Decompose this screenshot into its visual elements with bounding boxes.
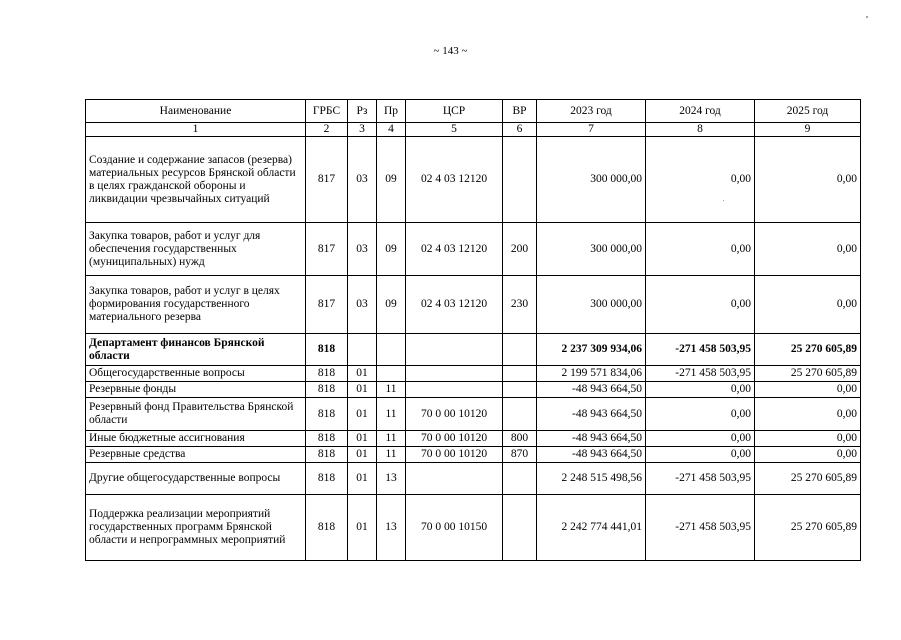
row-grbs: 818 [306,447,348,463]
row-grbs: 818 [306,398,348,431]
row-pr [377,366,406,382]
table-row [86,447,861,463]
column-number: 8 [646,123,755,137]
row-rz: 01 [348,495,377,561]
table-row [86,495,861,561]
row-name: Поддержка реализации мероприятий государственных программ Брянской области и непрограммных мероприятий [86,495,306,561]
table-row [86,223,861,276]
column-number: 1 [86,123,306,137]
row-csr: 70 0 00 10120 [406,447,503,463]
row-pr: 11 [377,447,406,463]
row-2024: 0,00 [646,398,755,431]
page-number: ~ 143 ~ [433,45,468,57]
row-csr: 70 0 00 10120 [406,398,503,431]
row-csr: 02 4 03 12120 [406,223,503,276]
row-grbs: 817 [306,276,348,334]
row-name: Резервный фонд Правительства Брянской области [86,398,306,431]
row-2025: 0,00 [755,137,861,223]
table-row [86,431,861,447]
table-row [86,398,861,431]
row-2023: -48 943 664,50 [537,447,646,463]
table-row [86,382,861,398]
row-2025: 25 270 605,89 [755,334,861,366]
row-rz: 01 [348,398,377,431]
row-2025: 25 270 605,89 [755,366,861,382]
row-2024: 0,00 [646,431,755,447]
row-pr: 13 [377,463,406,495]
row-2025: 25 270 605,89 [755,495,861,561]
row-2023: 2 199 571 834,06 [537,366,646,382]
row-2023: 2 242 774 441,01 [537,495,646,561]
row-2025: 0,00 [755,431,861,447]
column-number: 4 [377,123,406,137]
row-2023: 2 237 309 934,06 [537,334,646,366]
row-vr [503,398,537,431]
column-header-2024: 2024 год [646,100,755,123]
row-pr: 13 [377,495,406,561]
row-vr [503,334,537,366]
row-rz: 03 [348,137,377,223]
column-number: 6 [503,123,537,137]
row-pr: 09 [377,223,406,276]
row-2023: 300 000,00 [537,276,646,334]
row-grbs: 817 [306,223,348,276]
row-grbs: 818 [306,431,348,447]
column-header-pr: Пр [377,100,406,123]
row-name: Общегосударственные вопросы [86,366,306,382]
row-grbs: 818 [306,334,348,366]
row-rz: 03 [348,276,377,334]
row-2024: -271 458 503,95 [646,366,755,382]
row-name: Резервные фонды [86,382,306,398]
row-2024: -271 458 503,95 [646,463,755,495]
row-2025: 0,00 [755,276,861,334]
column-header-csr: ЦСР [406,100,503,123]
row-rz: 01 [348,366,377,382]
column-number: 2 [306,123,348,137]
row-rz: 03 [348,223,377,276]
row-name: Создание и содержание запасов (резерва) материальных ресурсов Брянской области в целях гражданской обороны и ликвидации чрезвычайных ситуаций [86,137,306,223]
row-name: Другие общегосударственные вопросы [86,463,306,495]
row-pr: 09 [377,137,406,223]
row-grbs: 818 [306,366,348,382]
table-row [86,137,861,223]
row-2023: 300 000,00 [537,137,646,223]
row-name: Иные бюджетные ассигнования [86,431,306,447]
row-rz [348,334,377,366]
row-vr: 200 [503,223,537,276]
column-number: 5 [406,123,503,137]
row-2023: 2 248 515 498,56 [537,463,646,495]
row-2025: 0,00 [755,382,861,398]
row-pr: 11 [377,431,406,447]
header-row [86,100,861,123]
row-2024: 0,00 [646,382,755,398]
table-row [86,366,861,382]
row-2025: 25 270 605,89 [755,463,861,495]
row-pr: 11 [377,398,406,431]
row-rz: 01 [348,431,377,447]
row-vr: 800 [503,431,537,447]
column-header-name: Наименование [86,100,306,123]
row-name: Департамент финансов Брянской области [86,334,306,366]
row-csr [406,382,503,398]
row-rz: 01 [348,463,377,495]
row-vr [503,366,537,382]
row-name: Закупка товаров, работ и услуг в целях формирования государственного материального резерва [86,276,306,334]
row-2024: 0,00 [646,447,755,463]
row-vr [503,495,537,561]
row-csr [406,463,503,495]
row-pr [377,334,406,366]
row-2025: 0,00 [755,447,861,463]
scan-speck [866,16,868,18]
row-grbs: 818 [306,495,348,561]
column-header-2025: 2025 год [755,100,861,123]
row-name: Закупка товаров, работ и услуг для обеспечения государственных (муниципальных) нужд [86,223,306,276]
column-header-vr: ВР [503,100,537,123]
row-2025: 0,00 [755,398,861,431]
row-rz: 01 [348,447,377,463]
column-number: 7 [537,123,646,137]
row-2024: -271 458 503,95 [646,495,755,561]
row-rz: 01 [348,382,377,398]
row-2023: -48 943 664,50 [537,382,646,398]
row-pr: 09 [377,276,406,334]
table-row [86,276,861,334]
row-2024: -271 458 503,95 [646,334,755,366]
column-header-rz: Рз [348,100,377,123]
table-row [86,334,861,366]
row-vr: 230 [503,276,537,334]
row-csr: 70 0 00 10120 [406,431,503,447]
row-csr [406,334,503,366]
column-number: 3 [348,123,377,137]
row-grbs: 818 [306,463,348,495]
row-grbs: 818 [306,382,348,398]
table-row [86,463,861,495]
row-2023: -48 943 664,50 [537,398,646,431]
budget-table [85,99,861,561]
column-number: 9 [755,123,861,137]
column-header-grbs: ГРБС [306,100,348,123]
row-csr: 02 4 03 12120 [406,276,503,334]
row-2025: 0,00 [755,223,861,276]
row-pr: 11 [377,382,406,398]
row-grbs: 817 [306,137,348,223]
column-number-row [86,123,861,137]
row-vr: 870 [503,447,537,463]
row-vr [503,463,537,495]
row-2023: -48 943 664,50 [537,431,646,447]
row-vr [503,382,537,398]
row-csr [406,366,503,382]
row-vr [503,137,537,223]
row-2024: 0,00 [646,137,755,223]
row-name: Резервные средства [86,447,306,463]
row-2024: 0,00 [646,276,755,334]
row-2023: 300 000,00 [537,223,646,276]
column-header-2023: 2023 год [537,100,646,123]
row-2024: 0,00 [646,223,755,276]
row-csr: 70 0 00 10150 [406,495,503,561]
row-csr: 02 4 03 12120 [406,137,503,223]
